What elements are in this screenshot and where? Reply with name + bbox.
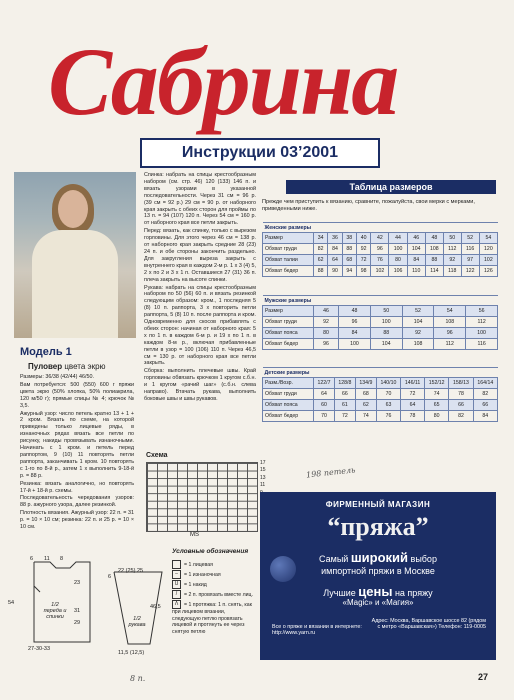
fb-measure-b: 11 <box>44 556 50 562</box>
table-cell: 100 <box>466 328 498 339</box>
legend-title: Условные обозначения <box>172 548 249 555</box>
table-cell: 102 <box>479 255 497 266</box>
table-cell: 46 <box>314 306 339 317</box>
table-row <box>263 339 498 350</box>
table-cell: 54 <box>434 306 466 317</box>
table-cell: 102 <box>371 266 389 277</box>
legend-symbol-icon <box>172 560 181 569</box>
yarn-shop-ad <box>260 492 496 660</box>
men-size-table <box>262 295 498 350</box>
model-subtitle-rest: цвета экрю <box>62 362 106 371</box>
table-cell: 88 <box>314 266 328 277</box>
size-table-intro: Прежде чем приступить к вязанию, сравните, пожалуйста, свои мерки с мерками, приведенными ниже. <box>262 199 475 212</box>
ad-line-2: импортной пряжи в Москве <box>321 566 435 576</box>
table-cell: 88 <box>370 328 402 339</box>
schema-label: Схема <box>146 452 168 459</box>
model-subtitle <box>28 362 106 371</box>
table-cell: 96 <box>339 317 371 328</box>
ad-top-line: ФИРМЕННЫЙ МАГАЗИН <box>325 500 431 509</box>
row-label: Обхват груди <box>263 317 314 328</box>
text-gauge: Плотность вязания. Ажурный узор: 22 п. = 31 р. = 10 × 10 см; резинка: 22 п. и 25 р. = 10 × 10 см. <box>20 510 134 531</box>
text-sizes: Размеры: 36/38 (42/44) 46/50. <box>20 374 94 380</box>
model-title: Модель 1 <box>20 346 72 358</box>
table-cell: 104 <box>402 317 434 328</box>
table-cell: 68 <box>342 255 356 266</box>
table-cell: 66 <box>473 400 497 411</box>
table-row <box>263 400 498 411</box>
table-cell: 56 <box>466 306 498 317</box>
knitting-chart <box>146 462 258 532</box>
table-cell: 54 <box>479 233 497 244</box>
text-sequence: Последовательность чередования узоров: 88 р. ажурного узора, далее резинкой. <box>20 495 134 509</box>
fb-label: 1/2 переда и спинки <box>43 602 67 620</box>
row-label: Обхват груди <box>263 244 314 255</box>
legend-item <box>172 590 254 600</box>
legend-item <box>172 600 254 635</box>
table-row <box>263 306 498 317</box>
table-cell: 134/9 <box>355 378 376 389</box>
legend-text: = 1 лицевая <box>184 562 213 568</box>
size-band-header <box>263 368 498 378</box>
magazine-logo: Сабрина <box>48 28 398 135</box>
table-cell: 120 <box>479 244 497 255</box>
table-cell: 118 <box>443 266 461 277</box>
fb-measure-c: 8 <box>60 556 64 562</box>
table-cell: 63 <box>376 400 400 411</box>
ad-line-3b: цены <box>358 584 393 599</box>
table-cell: 92 <box>314 317 339 328</box>
legend-text: = 1 протяжка: 1 п. снять, как при лицевом вязании, следующую петлю провязать лицевой и протянуть ее через снятую петлю <box>172 601 252 635</box>
ad-line-1b: широкий <box>350 550 409 565</box>
table-cell: 106 <box>389 266 407 277</box>
table-cell: 64 <box>314 389 335 400</box>
table-cell: 128/8 <box>334 378 355 389</box>
text-assembly: Сборка: выполнить плечевые швы. Край горловины обвязать крючком 1 кругом с.б.н. и 1 кругом «рачий шаг» (с.б.н. слева направо). Втачать рукава, выполнить боковые швы и швы рукавов. <box>144 368 256 402</box>
left-instructions <box>20 374 134 532</box>
table-cell: 92 <box>356 244 370 255</box>
table-cell: 70 <box>314 411 335 422</box>
table-cell: 164/14 <box>473 378 497 389</box>
table-cell: 116 <box>461 244 479 255</box>
table-cell: 100 <box>389 244 407 255</box>
row-label: Разм./Возр. <box>263 378 314 389</box>
fb-measure-d: 54 <box>8 600 15 606</box>
ad-line-3a: Лучшие <box>323 588 359 598</box>
table-row <box>263 317 498 328</box>
table-cell: 52 <box>402 306 434 317</box>
sleeve-measure-a: 6 <box>108 574 112 580</box>
row-label: Обхват бедер <box>263 266 314 277</box>
table-cell: 80 <box>389 255 407 266</box>
row-label: Обхват талии <box>263 255 314 266</box>
table-cell: 36 <box>328 233 342 244</box>
fb-measure-g: 29 <box>74 620 81 626</box>
text-lace-pattern: Ажурный узор: число петель кратно 13 + 1 + 2 кром. Вязать по схеме, на которой приведены только лицевые ряды, в изнаночных рядах вязать все петли по рисунку, накиды провязывать изнаночными. Начинать с 1 кром. и петель перед раппортом, 9 (10) 11 повторять петли раппорта, заканчивать 1 кром. 10 повторять с 1-го по 8-й р., затем 1 х выполнить 9-18-й р. = 88 р. <box>20 410 134 479</box>
legend-item <box>172 580 254 590</box>
ad-address: Адрес: Москва, Варшавское шоссе 82 (рядом с метро «Варшавская») Телефон: 119-0005 <box>371 618 486 631</box>
table-cell: 52 <box>461 233 479 244</box>
table-cell: 116 <box>466 339 498 350</box>
table-cell: 100 <box>370 317 402 328</box>
table-cell: 112 <box>434 339 466 350</box>
legend-text: = 1 накид <box>184 582 207 588</box>
table-cell: 88 <box>425 255 443 266</box>
legend-item <box>172 570 254 580</box>
table-row <box>263 266 498 277</box>
text-front: Перед: вязать, как спинку, только с вырезом горловины. Для этого через 46 см = 138 р. от наборного края закрыть средние 28 (23) 24 п. и обе стороны закончить раздельно. Для закругления выреза закрыть с внутреннего края в каждом 2-м р. 1 х 3 (4) 5, 2 х по 2 и 3 х 1 п. Оставшиеся 27 (31) 36 п. плеча закрыть на высоте спинки. <box>144 228 256 283</box>
table-cell: 122/7 <box>314 378 335 389</box>
table-cell: 108 <box>402 339 434 350</box>
table-cell: 40 <box>356 233 370 244</box>
table-cell: 152/12 <box>424 378 448 389</box>
size-band-header <box>263 296 498 306</box>
table-cell: 70 <box>376 389 400 400</box>
table-cell: 74 <box>424 389 448 400</box>
table-cell: 84 <box>328 244 342 255</box>
table-cell: 68 <box>355 389 376 400</box>
middle-instructions <box>144 172 256 404</box>
table-cell: 72 <box>356 255 370 266</box>
size-band-label: Женские размеры <box>263 223 498 233</box>
fb-measure-a: 6 <box>30 556 34 562</box>
table-cell: 90 <box>328 266 342 277</box>
ad-line-4: «Magic» и «Магия» <box>342 598 414 607</box>
text-materials: Вам потребуется: 500 (550) 600 г пряжи цвета экрю (50% хлопка, 50% полиакрила, 120 м/50 г); прямые спицы № 4; крючок № 3,5. <box>20 381 134 409</box>
table-cell: 84 <box>407 255 425 266</box>
row-label: Размер <box>263 233 314 244</box>
row-label: Обхват пояса <box>263 328 314 339</box>
legend-symbol-icon: – <box>172 570 181 579</box>
table-cell: 60 <box>314 400 335 411</box>
table-cell: 66 <box>334 389 355 400</box>
table-row <box>263 244 498 255</box>
table-cell: 76 <box>376 411 400 422</box>
table-cell: 84 <box>339 328 371 339</box>
table-cell: 96 <box>434 328 466 339</box>
table-cell: 104 <box>407 244 425 255</box>
table-row <box>263 255 498 266</box>
fb-measure-f: 31 <box>74 608 81 614</box>
table-cell: 64 <box>328 255 342 266</box>
page-number: 27 <box>478 672 489 682</box>
ad-website[interactable]: Все о пряже и вязании в интернете: http://www.yarn.ru <box>272 624 362 637</box>
legend-symbol-icon: Λ <box>172 600 181 609</box>
model-subtitle-prefix: Пуловер <box>28 362 63 371</box>
table-cell: 78 <box>449 389 473 400</box>
table-cell: 50 <box>370 306 402 317</box>
text-rib: Резинка: вязать аналогично, но повторять 17-й + 18-й р. схемы. <box>20 480 134 494</box>
row-label: Обхват бедер <box>263 411 314 422</box>
table-cell: 88 <box>342 244 356 255</box>
table-cell: 62 <box>355 400 376 411</box>
text-sleeves: Рукава: набрать на спицы крестообразным набором по 50 (56) 60 п. и вязать резинкой следующим образом: кром., 1 последняя 5 (8) 10 п. раппорта, 3 х повторить петли раппорта, 5 (8) 10 п. после раппорта и кром. Одновременно для скосов прибавлять с обеих сторон: начиная от наборного края: 5 х по 1 п. в каждом 6-м р. и 19 х по 1 п. в каждом 8-м р., включая прибавленные петли в узор = 100 (106) 110 п. Через 46,5 см = 130 р. от наборного края все петли закрыть. <box>144 284 256 367</box>
ad-brand: “пряжа” <box>327 512 429 541</box>
legend-item <box>172 560 254 570</box>
table-cell: 140/10 <box>376 378 400 389</box>
table-cell: 80 <box>424 411 448 422</box>
table-cell: 72 <box>334 411 355 422</box>
table-cell: 104 <box>370 339 402 350</box>
fb-measure-h: 27-30-33 <box>28 646 51 652</box>
handwritten-note-2: 8 п. <box>130 674 146 683</box>
schema-ms: MS <box>190 532 199 538</box>
size-band-label: Мужские размеры <box>263 296 498 306</box>
fb-measure-e: 23 <box>74 580 81 586</box>
table-cell: 92 <box>402 328 434 339</box>
row-label: Обхват бедер <box>263 339 314 350</box>
table-cell: 46 <box>407 233 425 244</box>
photo-sweater <box>32 230 118 338</box>
row-label: Обхват груди <box>263 389 314 400</box>
table-cell: 108 <box>434 317 466 328</box>
table-cell: 96 <box>371 244 389 255</box>
table-cell: 82 <box>473 389 497 400</box>
table-row <box>263 378 498 389</box>
row-label: Обхват пояса <box>263 400 314 411</box>
table-cell: 50 <box>443 233 461 244</box>
table-cell: 42 <box>371 233 389 244</box>
schema-row-number: 15 <box>260 467 266 474</box>
table-cell: 146/11 <box>401 378 425 389</box>
legend-list <box>172 560 254 635</box>
ad-line-3c: на пряжу <box>392 588 433 598</box>
table-row <box>263 389 498 400</box>
table-cell: 44 <box>389 233 407 244</box>
table-row <box>263 233 498 244</box>
table-row <box>263 328 498 339</box>
table-cell: 78 <box>401 411 425 422</box>
issue-title: Инструкции 03’2001 <box>140 138 380 168</box>
table-cell: 65 <box>424 400 448 411</box>
table-cell: 48 <box>339 306 371 317</box>
table-cell: 72 <box>401 389 425 400</box>
photo-head <box>58 190 88 228</box>
table-cell: 74 <box>355 411 376 422</box>
handwritten-note: 198 петель <box>305 465 356 480</box>
table-cell: 158/13 <box>449 378 473 389</box>
table-cell: 38 <box>342 233 356 244</box>
model-photo <box>14 172 136 338</box>
table-cell: 112 <box>443 244 461 255</box>
table-cell: 100 <box>339 339 371 350</box>
table-cell: 122 <box>461 266 479 277</box>
table-cell: 110 <box>407 266 425 277</box>
legend-text: = 2 п. провязать вместе лиц. <box>184 592 253 598</box>
kids-size-table <box>262 367 498 422</box>
table-cell: 66 <box>449 400 473 411</box>
sleeve-measure-d: 11,5 (12,5) <box>118 650 145 656</box>
table-cell: 98 <box>356 266 370 277</box>
size-table-title: Таблица размеров <box>286 180 496 194</box>
table-cell: 96 <box>314 339 339 350</box>
ad-line-1a: Самый <box>319 554 351 564</box>
ad-line-3 <box>260 584 496 599</box>
size-band-label: Детские размеры <box>263 368 498 378</box>
schema-row-number: 17 <box>260 460 266 466</box>
sleeve-measure-c: 46,5 <box>150 604 161 610</box>
table-cell: 61 <box>334 400 355 411</box>
schema-row-number: 13 <box>260 474 266 481</box>
table-cell: 84 <box>473 411 497 422</box>
table-cell: 108 <box>425 244 443 255</box>
size-band-header <box>263 223 498 233</box>
ad-line-1 <box>260 550 496 565</box>
sleeve-measure-b: 22 (25) 25 <box>118 568 144 574</box>
table-cell: 48 <box>425 233 443 244</box>
table-cell: 62 <box>314 255 328 266</box>
table-cell: 80 <box>314 328 339 339</box>
table-cell: 64 <box>401 400 425 411</box>
table-cell: 92 <box>443 255 461 266</box>
schema-row-number: 11 <box>260 482 266 489</box>
table-cell: 34 <box>314 233 328 244</box>
sleeve-label: 1/2 рукава <box>128 616 146 628</box>
table-cell: 82 <box>314 244 328 255</box>
legend-text: = 1 изнаночная <box>184 572 221 578</box>
women-size-table <box>262 222 498 277</box>
row-label: Размер <box>263 306 314 317</box>
text-back: Спинка: набрать на спицы крестообразным набором (см. стр. 46) 120 (133) 146 п. и вязать узорами в указанной последовательности. Через 31 см = 96 р. (39 см = 92 р.) 29 см = 90 р. от наборного края закрыть с обеих сторон для проймы по 13 п. = 94 (107) 120 п. Через 54 см = 160 р. от наборного края все петли закрыть. <box>144 172 256 227</box>
table-cell: 82 <box>449 411 473 422</box>
legend-symbol-icon: / <box>172 590 181 599</box>
table-cell: 126 <box>479 266 497 277</box>
table-cell: 76 <box>371 255 389 266</box>
legend-symbol-icon: U <box>172 580 181 589</box>
table-cell: 112 <box>466 317 498 328</box>
table-cell: 114 <box>425 266 443 277</box>
table-cell: 94 <box>342 266 356 277</box>
ad-line-1c: выбор <box>408 554 437 564</box>
table-row <box>263 411 498 422</box>
table-cell: 97 <box>461 255 479 266</box>
